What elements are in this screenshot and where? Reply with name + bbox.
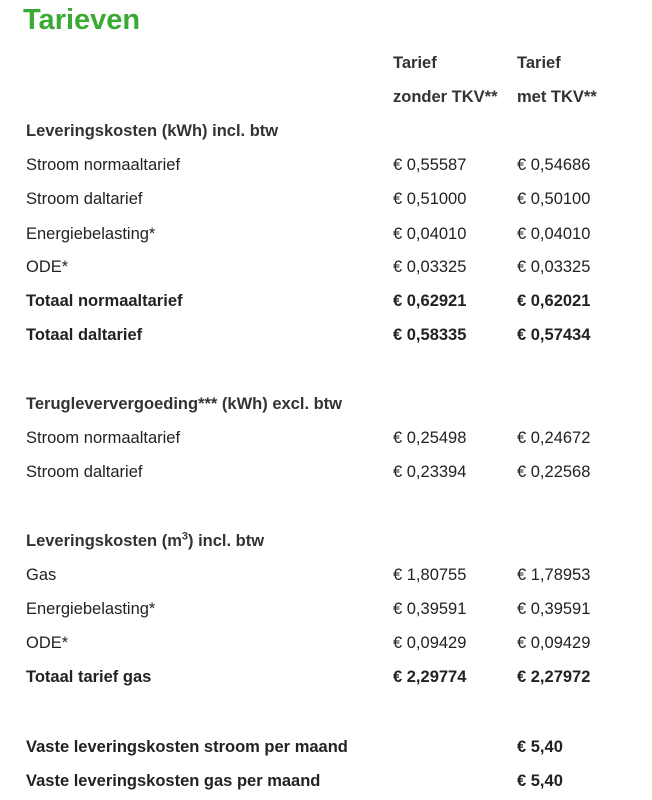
table-row: ODE* € 0,03325 € 0,03325 xyxy=(26,258,591,276)
total-row: Totaal normaaltarief € 0,62921 € 0,62021 xyxy=(26,292,591,310)
table-row: Stroom normaaltarief € 0,25498 € 0,24672 xyxy=(26,429,591,447)
column-header-line1 xyxy=(0,46,652,80)
col-zonder-header: Tarief xyxy=(393,54,437,72)
section-heading-gas: Leveringskosten $(m^3)$ incl. btw xyxy=(26,530,265,550)
table-row: Stroom normaaltarief € 0,55587 € 0,54686 xyxy=(26,156,591,174)
table-row: ODE* € 0,09429 € 0,09429 xyxy=(26,634,591,652)
section-heading-teruglever: Terugleververgoeding*** (kWh) excl. btw xyxy=(26,395,343,413)
col-met-subheader: met TKV** xyxy=(517,88,597,106)
column-header-line2 xyxy=(0,80,652,114)
fixed-cost-row: Vaste leveringskosten gas per maand € 5,40 xyxy=(26,772,563,790)
table-row: Energiebelasting* € 0,39591 € 0,39591 xyxy=(26,600,591,618)
section-heading-stroom: Leveringskosten (kWh) incl. btw xyxy=(26,122,279,140)
table-row: Stroom daltarief € 0,51000 € 0,50100 xyxy=(26,190,591,208)
col-met-header: Tarief xyxy=(517,54,561,72)
total-row: Totaal daltarief € 0,58335 € 0,57434 xyxy=(26,326,591,344)
total-row: Totaal tarief gas € 2,29774 € 2,27972 xyxy=(26,668,591,686)
table-row: Gas € 1,80755 € 1,78953 xyxy=(26,566,591,584)
page-title: Tarieven xyxy=(23,4,141,36)
fixed-cost-row: Vaste leveringskosten stroom per maand € 5,40 xyxy=(26,738,563,756)
table-row: Stroom daltarief € 0,23394 € 0,22568 xyxy=(26,463,591,481)
table-row: Energiebelasting* € 0,04010 € 0,04010 xyxy=(26,225,591,243)
col-zonder-subheader: zonder TKV** xyxy=(393,88,498,106)
